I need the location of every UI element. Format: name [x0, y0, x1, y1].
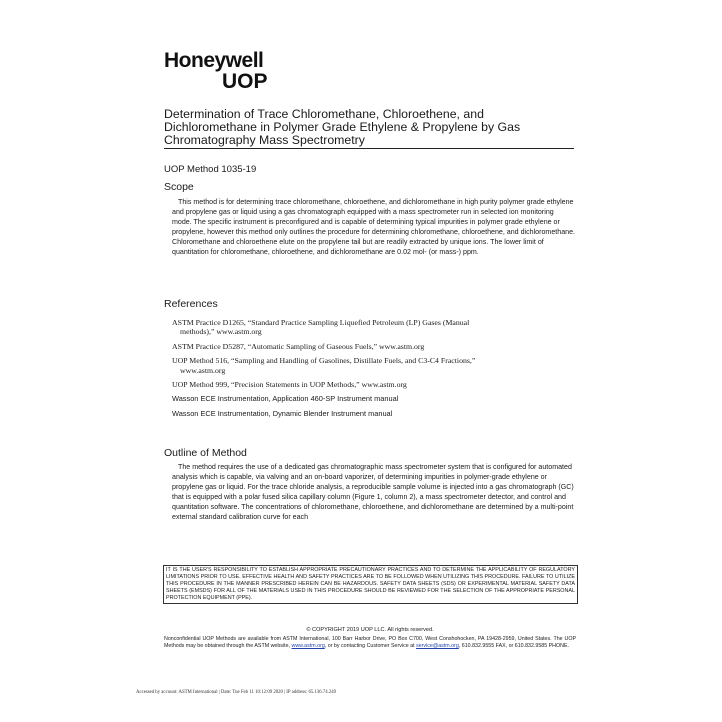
- reference-item: [172, 342, 572, 351]
- footer-text: , or by contacting Customer Service at: [324, 643, 415, 649]
- access-stamp: Accessed by account: ASTM International | Date: Tue Feb 11 10:12:09 2020 | IP address: 65.136.74.249: [136, 690, 337, 695]
- reference-line-continued: methods),” www.astm.org: [180, 327, 262, 337]
- reference-line: UOP Method 516, “Sampling and Handling of Gasolines, Distillate Fuels, and C3-C4 Fractions,”: [172, 356, 476, 366]
- scope-text: This method is for determining trace chloromethane, chloroethene, and dichloromethane in high purity polymer grade ethylene and propylene gas or liquid using a gas chromatograph equipped with a mass spectrometer run in selected ion monitoring mode. The specific instrument is preconfigured and is capable of determining typical impurities in polymer grade ethylene or propylene, however this method only outlines the procedure for determining chloromethane, chloroethene, and dichloromethane. Chloromethane and chloroethene elute on the propylene tail but are readily extracted by unique ions. The lower limit of quantitation for chloromethane, chloroethene, and dichloromethane are 0.02 mol- (or mass-) ppm.: [172, 198, 576, 256]
- honeywell-uop-logo: [164, 50, 268, 92]
- reference-item: [172, 318, 572, 337]
- reference-line: Wasson ECE Instrumentation, Dynamic Blender Instrument manual: [172, 408, 393, 418]
- reference-line-continued: www.astm.org: [180, 365, 226, 375]
- availability-footer: [164, 636, 576, 650]
- reference-item: [172, 394, 572, 403]
- document-title: Determination of Trace Chloromethane, Chloroethene, and Dichloromethane in Polymer Grade Ethylene & Propylene by Gas Chromatography Mass Spectrometry: [164, 108, 574, 149]
- reference-line: UOP Method 999, “Precision Statements in UOP Methods,” www.astm.org: [172, 380, 407, 390]
- customer-service-email-link[interactable]: service@astm.org: [416, 643, 459, 649]
- safety-notice-box: IT IS THE USER'S RESPONSIBILITY TO ESTABLISH APPROPRIATE PRECAUTIONARY PRACTICES AND TO DETERMINE THE APPLICABILITY OF REGULATORY LIMITATIONS PRIOR TO USE. EFFECTIVE HEALTH AND SAFETY PRACTICES ARE TO BE FOLLOWED WHEN UTILIZING THIS PROCEDURE. FAILURE TO UTILIZE THIS PROCEDURE IN THE MANNER PRESCRIBED HEREIN CAN BE HAZARDOUS. SAFETY DATA SHEETS (SDS) OR EXPERIMENTAL MATERIAL SAFETY DATA SHEETS (EMSDS) FOR ALL OF THE MATERIALS USED IN THIS PROCEDURE SHOULD BE REVIEWED FOR THE SELECTION OF THE APPROPRIATE PERSONAL PROTECTION EQUIPMENT (PPE).: [163, 565, 578, 604]
- outline-text: The method requires the use of a dedicated gas chromatographic mass spectrometer system that is configured for automated analysis which is capable, via valving and an on-board vaporizer, of determining impurities in polymer-grade ethylene or propylene gas or liquid. For the trace chloride analysis, a reproducible sample volume is injected into a gas chromatograph (GC) that is equipped with a polar fused silica capillary column (Figure 1, column 2), a mass spectrometer detector, and control and quantitation software. The concentrations of chloromethane, chloroethene, and dichloromethane are determined by a multi-point external standard calibration curve for each: [172, 463, 574, 521]
- footer-text: , 610.832.9555 FAX, or 610.832.9585 PHONE.: [458, 643, 569, 649]
- outline-heading: Outline of Method: [164, 447, 247, 459]
- reference-item: [172, 356, 572, 375]
- logo-text-honeywell: Honeywell: [164, 49, 264, 72]
- reference-line: Wasson ECE Instrumentation, Application 460-SP Instrument manual: [172, 394, 399, 404]
- logo-text-uop: UOP: [222, 70, 268, 93]
- method-number: UOP Method 1035-19: [164, 164, 257, 175]
- astm-website-link[interactable]: www.astm.org: [291, 643, 325, 649]
- reference-line: ASTM Practice D1265, “Standard Practice Sampling Liquefied Petroleum (LP) Gases (Manual: [172, 318, 470, 327]
- reference-item: [172, 409, 572, 418]
- scope-heading: Scope: [164, 181, 194, 193]
- reference-item: [172, 380, 572, 389]
- copyright-line: © COPYRIGHT 2019 UOP LLC. All rights reserved.: [306, 627, 434, 633]
- reference-line: ASTM Practice D5287, “Automatic Sampling of Gaseous Fuels,” www.astm.org: [172, 341, 425, 351]
- footer-text: Nonconfidential UOP Methods are available from ASTM International, 100 Barr Harbor Drive, PO Box C700, West Conshohocken, PA 19428-2959, United States. The UOP Methods may be obtained through the ASTM website,: [164, 636, 576, 649]
- references-heading: References: [164, 298, 218, 310]
- references-list: [172, 318, 572, 423]
